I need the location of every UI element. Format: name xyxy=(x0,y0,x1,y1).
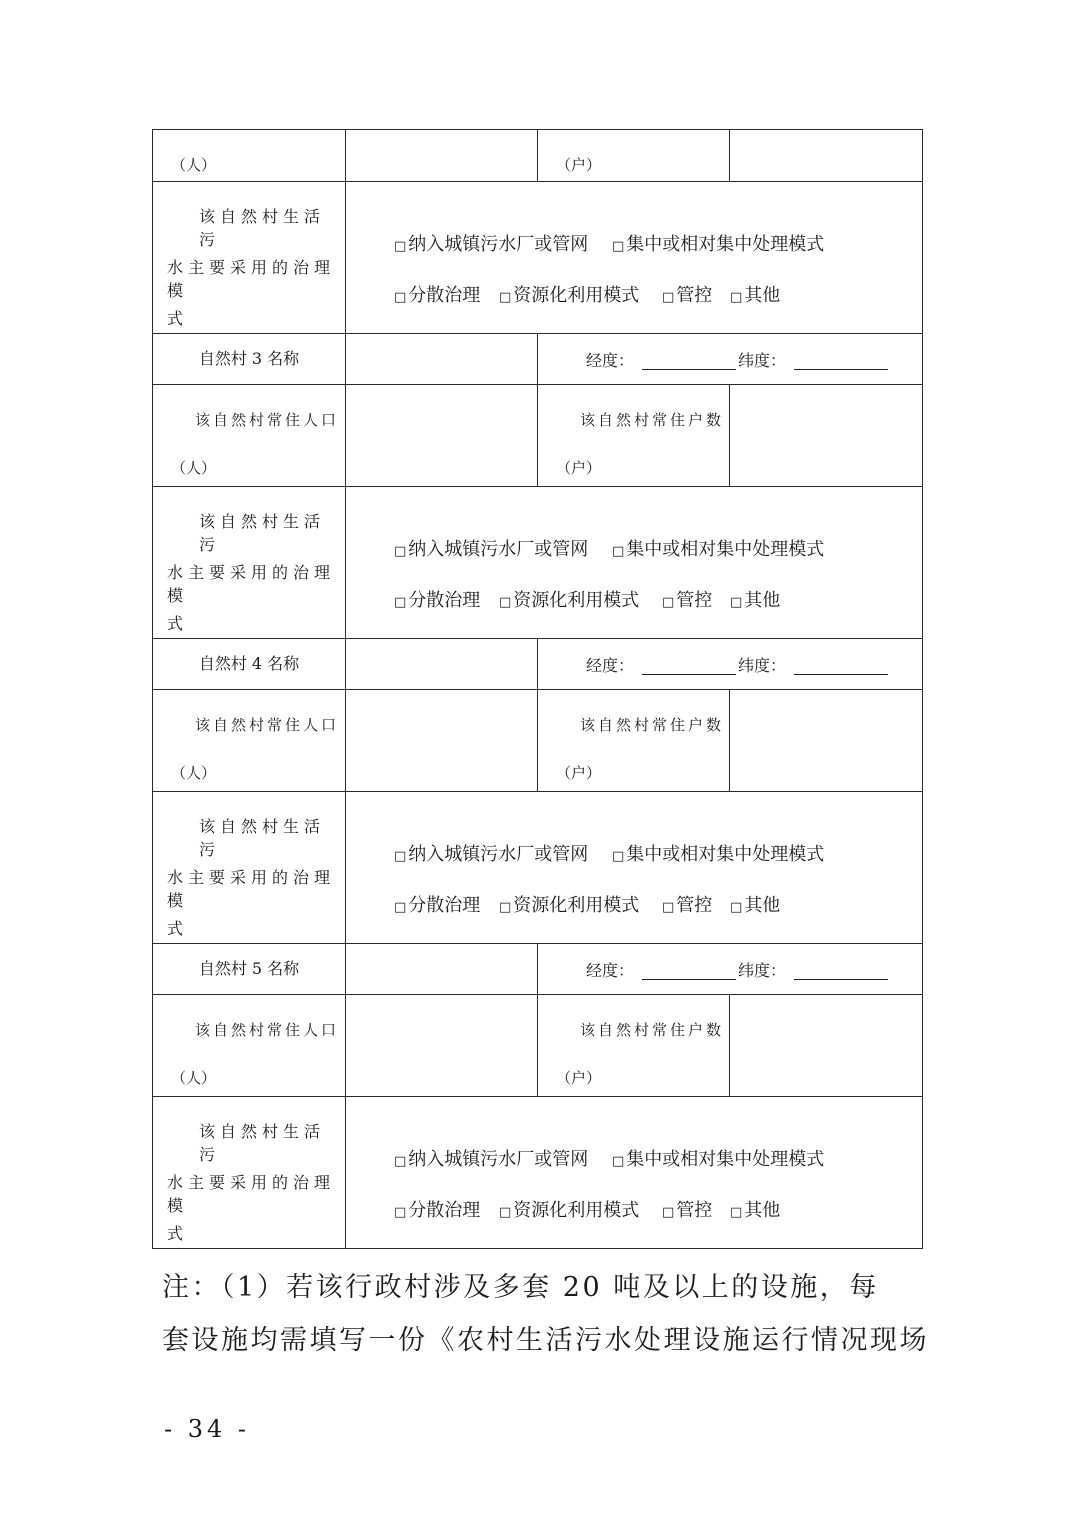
checkbox-icon: □ xyxy=(394,595,407,610)
option-municipal-sewer[interactable]: □ 纳入城镇污水厂或管网 xyxy=(394,234,589,255)
table-row xyxy=(153,130,923,182)
checkbox-icon: □ xyxy=(394,544,407,559)
table-row xyxy=(153,1097,923,1249)
households-value-cell[interactable] xyxy=(730,130,923,182)
option-decentralized[interactable]: □ 分散治理 xyxy=(394,285,481,306)
village-form-table xyxy=(152,129,923,1249)
table-row xyxy=(153,385,923,487)
mode-label-line1: 该自然村生活污 xyxy=(199,1122,326,1164)
option-other[interactable]: □ 其他 xyxy=(730,285,781,306)
note-line-2: 套设施均需填写一份《农村生活污水处理设施运行情况现场 xyxy=(162,1325,929,1356)
mode-label-line2: 水主要采用的治理模 xyxy=(167,258,336,300)
checkbox-icon: □ xyxy=(394,290,407,305)
village-name-input[interactable] xyxy=(346,944,538,995)
mode-label-line2: 水主要采用的治理模 xyxy=(167,1173,336,1215)
households-unit-label: （户） xyxy=(556,156,602,174)
checkbox-icon: □ xyxy=(612,239,625,254)
households-unit-label: （户） xyxy=(556,764,602,782)
checkbox-icon: □ xyxy=(394,239,407,254)
population-unit-label: （人） xyxy=(171,764,217,782)
households-value-cell[interactable] xyxy=(730,995,923,1097)
mode-label-line1: 该自然村生活污 xyxy=(199,817,326,859)
mode-label-line2: 水主要采用的治理模 xyxy=(167,563,336,605)
mode-label-line3: 式 xyxy=(167,309,184,328)
population-value-cell[interactable] xyxy=(346,130,538,182)
option-decentralized[interactable]: □ 分散治理 xyxy=(394,1200,481,1221)
households-unit-label: （户） xyxy=(556,459,602,477)
option-centralized[interactable]: □ 集中或相对集中处理模式 xyxy=(612,1149,825,1170)
option-control[interactable]: □ 管控 xyxy=(662,285,713,306)
coordinates-field[interactable]: 经度： 纬度： xyxy=(586,958,890,981)
checkbox-icon: □ xyxy=(394,900,407,915)
population-unit-label: （人） xyxy=(171,1069,217,1087)
households-value-cell[interactable] xyxy=(730,690,923,792)
checkbox-icon: □ xyxy=(730,290,743,305)
population-label: 该自然村常住人口 xyxy=(195,411,340,429)
checkbox-icon: □ xyxy=(499,290,512,305)
village-name-label: 自然村 4 名称 xyxy=(153,639,346,690)
option-control[interactable]: □ 管控 xyxy=(662,895,713,916)
option-other[interactable]: □ 其他 xyxy=(730,1200,781,1221)
table-row xyxy=(153,487,923,639)
households-unit-label: （户） xyxy=(556,1069,602,1087)
note-line-1: 注：（1）若该行政村涉及多套 20 吨及以上的设施，每 xyxy=(162,1272,879,1303)
checkbox-icon: □ xyxy=(394,1154,407,1169)
population-unit-label: （人） xyxy=(171,156,217,174)
village-name-input[interactable] xyxy=(346,639,538,690)
page-number: - 34 - xyxy=(164,1415,251,1443)
checkbox-icon: □ xyxy=(612,1154,625,1169)
village-name-input[interactable] xyxy=(346,334,538,385)
households-label: 该自然村常住户数 xyxy=(580,716,725,734)
option-control[interactable]: □ 管控 xyxy=(662,1200,713,1221)
option-resource-use[interactable]: □ 资源化利用模式 xyxy=(499,590,640,611)
table-row xyxy=(153,690,923,792)
mode-label-line1: 该自然村生活污 xyxy=(199,207,326,249)
mode-label-line3: 式 xyxy=(167,1224,184,1243)
checkbox-icon: □ xyxy=(499,900,512,915)
checkbox-icon: □ xyxy=(662,900,675,915)
option-other[interactable]: □ 其他 xyxy=(730,590,781,611)
mode-label-line3: 式 xyxy=(167,919,184,938)
population-value-cell[interactable] xyxy=(346,995,538,1097)
option-centralized[interactable]: □ 集中或相对集中处理模式 xyxy=(612,844,825,865)
population-label: 该自然村常住人口 xyxy=(195,1021,340,1039)
option-decentralized[interactable]: □ 分散治理 xyxy=(394,590,481,611)
mode-label-line1: 该自然村生活污 xyxy=(199,512,326,554)
coordinates-field[interactable]: 经度： 纬度： xyxy=(586,348,890,371)
option-centralized[interactable]: □ 集中或相对集中处理模式 xyxy=(612,234,825,255)
checkbox-icon: □ xyxy=(730,900,743,915)
option-municipal-sewer[interactable]: □ 纳入城镇污水厂或管网 xyxy=(394,844,589,865)
option-resource-use[interactable]: □ 资源化利用模式 xyxy=(499,285,640,306)
table-row xyxy=(153,995,923,1097)
table-row xyxy=(153,334,923,385)
option-municipal-sewer[interactable]: □ 纳入城镇污水厂或管网 xyxy=(394,539,589,560)
households-value-cell[interactable] xyxy=(730,385,923,487)
longitude-blank[interactable] xyxy=(642,961,736,980)
checkbox-icon: □ xyxy=(499,1205,512,1220)
mode-label-line2: 水主要采用的治理模 xyxy=(167,868,336,910)
option-resource-use[interactable]: □ 资源化利用模式 xyxy=(499,1200,640,1221)
checkbox-icon: □ xyxy=(662,595,675,610)
checkbox-icon: □ xyxy=(730,595,743,610)
option-decentralized[interactable]: □ 分散治理 xyxy=(394,895,481,916)
checkbox-icon: □ xyxy=(394,1205,407,1220)
option-municipal-sewer[interactable]: □ 纳入城镇污水厂或管网 xyxy=(394,1149,589,1170)
option-centralized[interactable]: □ 集中或相对集中处理模式 xyxy=(612,539,825,560)
table-row xyxy=(153,944,923,995)
households-label: 该自然村常住户数 xyxy=(580,1021,725,1039)
checkbox-icon: □ xyxy=(612,849,625,864)
checkbox-icon: □ xyxy=(612,544,625,559)
option-other[interactable]: □ 其他 xyxy=(730,895,781,916)
checkbox-icon: □ xyxy=(662,290,675,305)
checkbox-icon: □ xyxy=(394,849,407,864)
longitude-blank[interactable] xyxy=(642,656,736,675)
checkbox-icon: □ xyxy=(730,1205,743,1220)
table-row xyxy=(153,792,923,944)
coordinates-field[interactable]: 经度： 纬度： xyxy=(586,653,890,676)
mode-label-line3: 式 xyxy=(167,614,184,633)
village-name-label: 自然村 3 名称 xyxy=(153,334,346,385)
population-unit-label: （人） xyxy=(171,459,217,477)
population-label: 该自然村常住人口 xyxy=(195,716,340,734)
checkbox-icon: □ xyxy=(662,1205,675,1220)
longitude-blank[interactable] xyxy=(642,351,736,370)
table-row xyxy=(153,182,923,334)
option-control[interactable]: □ 管控 xyxy=(662,590,713,611)
village-name-label: 自然村 5 名称 xyxy=(153,944,346,995)
checkbox-icon: □ xyxy=(499,595,512,610)
population-value-cell[interactable] xyxy=(346,690,538,792)
latitude-blank[interactable] xyxy=(794,961,888,980)
table-row xyxy=(153,639,923,690)
option-resource-use[interactable]: □ 资源化利用模式 xyxy=(499,895,640,916)
latitude-blank[interactable] xyxy=(794,656,888,675)
population-value-cell[interactable] xyxy=(346,385,538,487)
latitude-blank[interactable] xyxy=(794,351,888,370)
households-label: 该自然村常住户数 xyxy=(580,411,725,429)
